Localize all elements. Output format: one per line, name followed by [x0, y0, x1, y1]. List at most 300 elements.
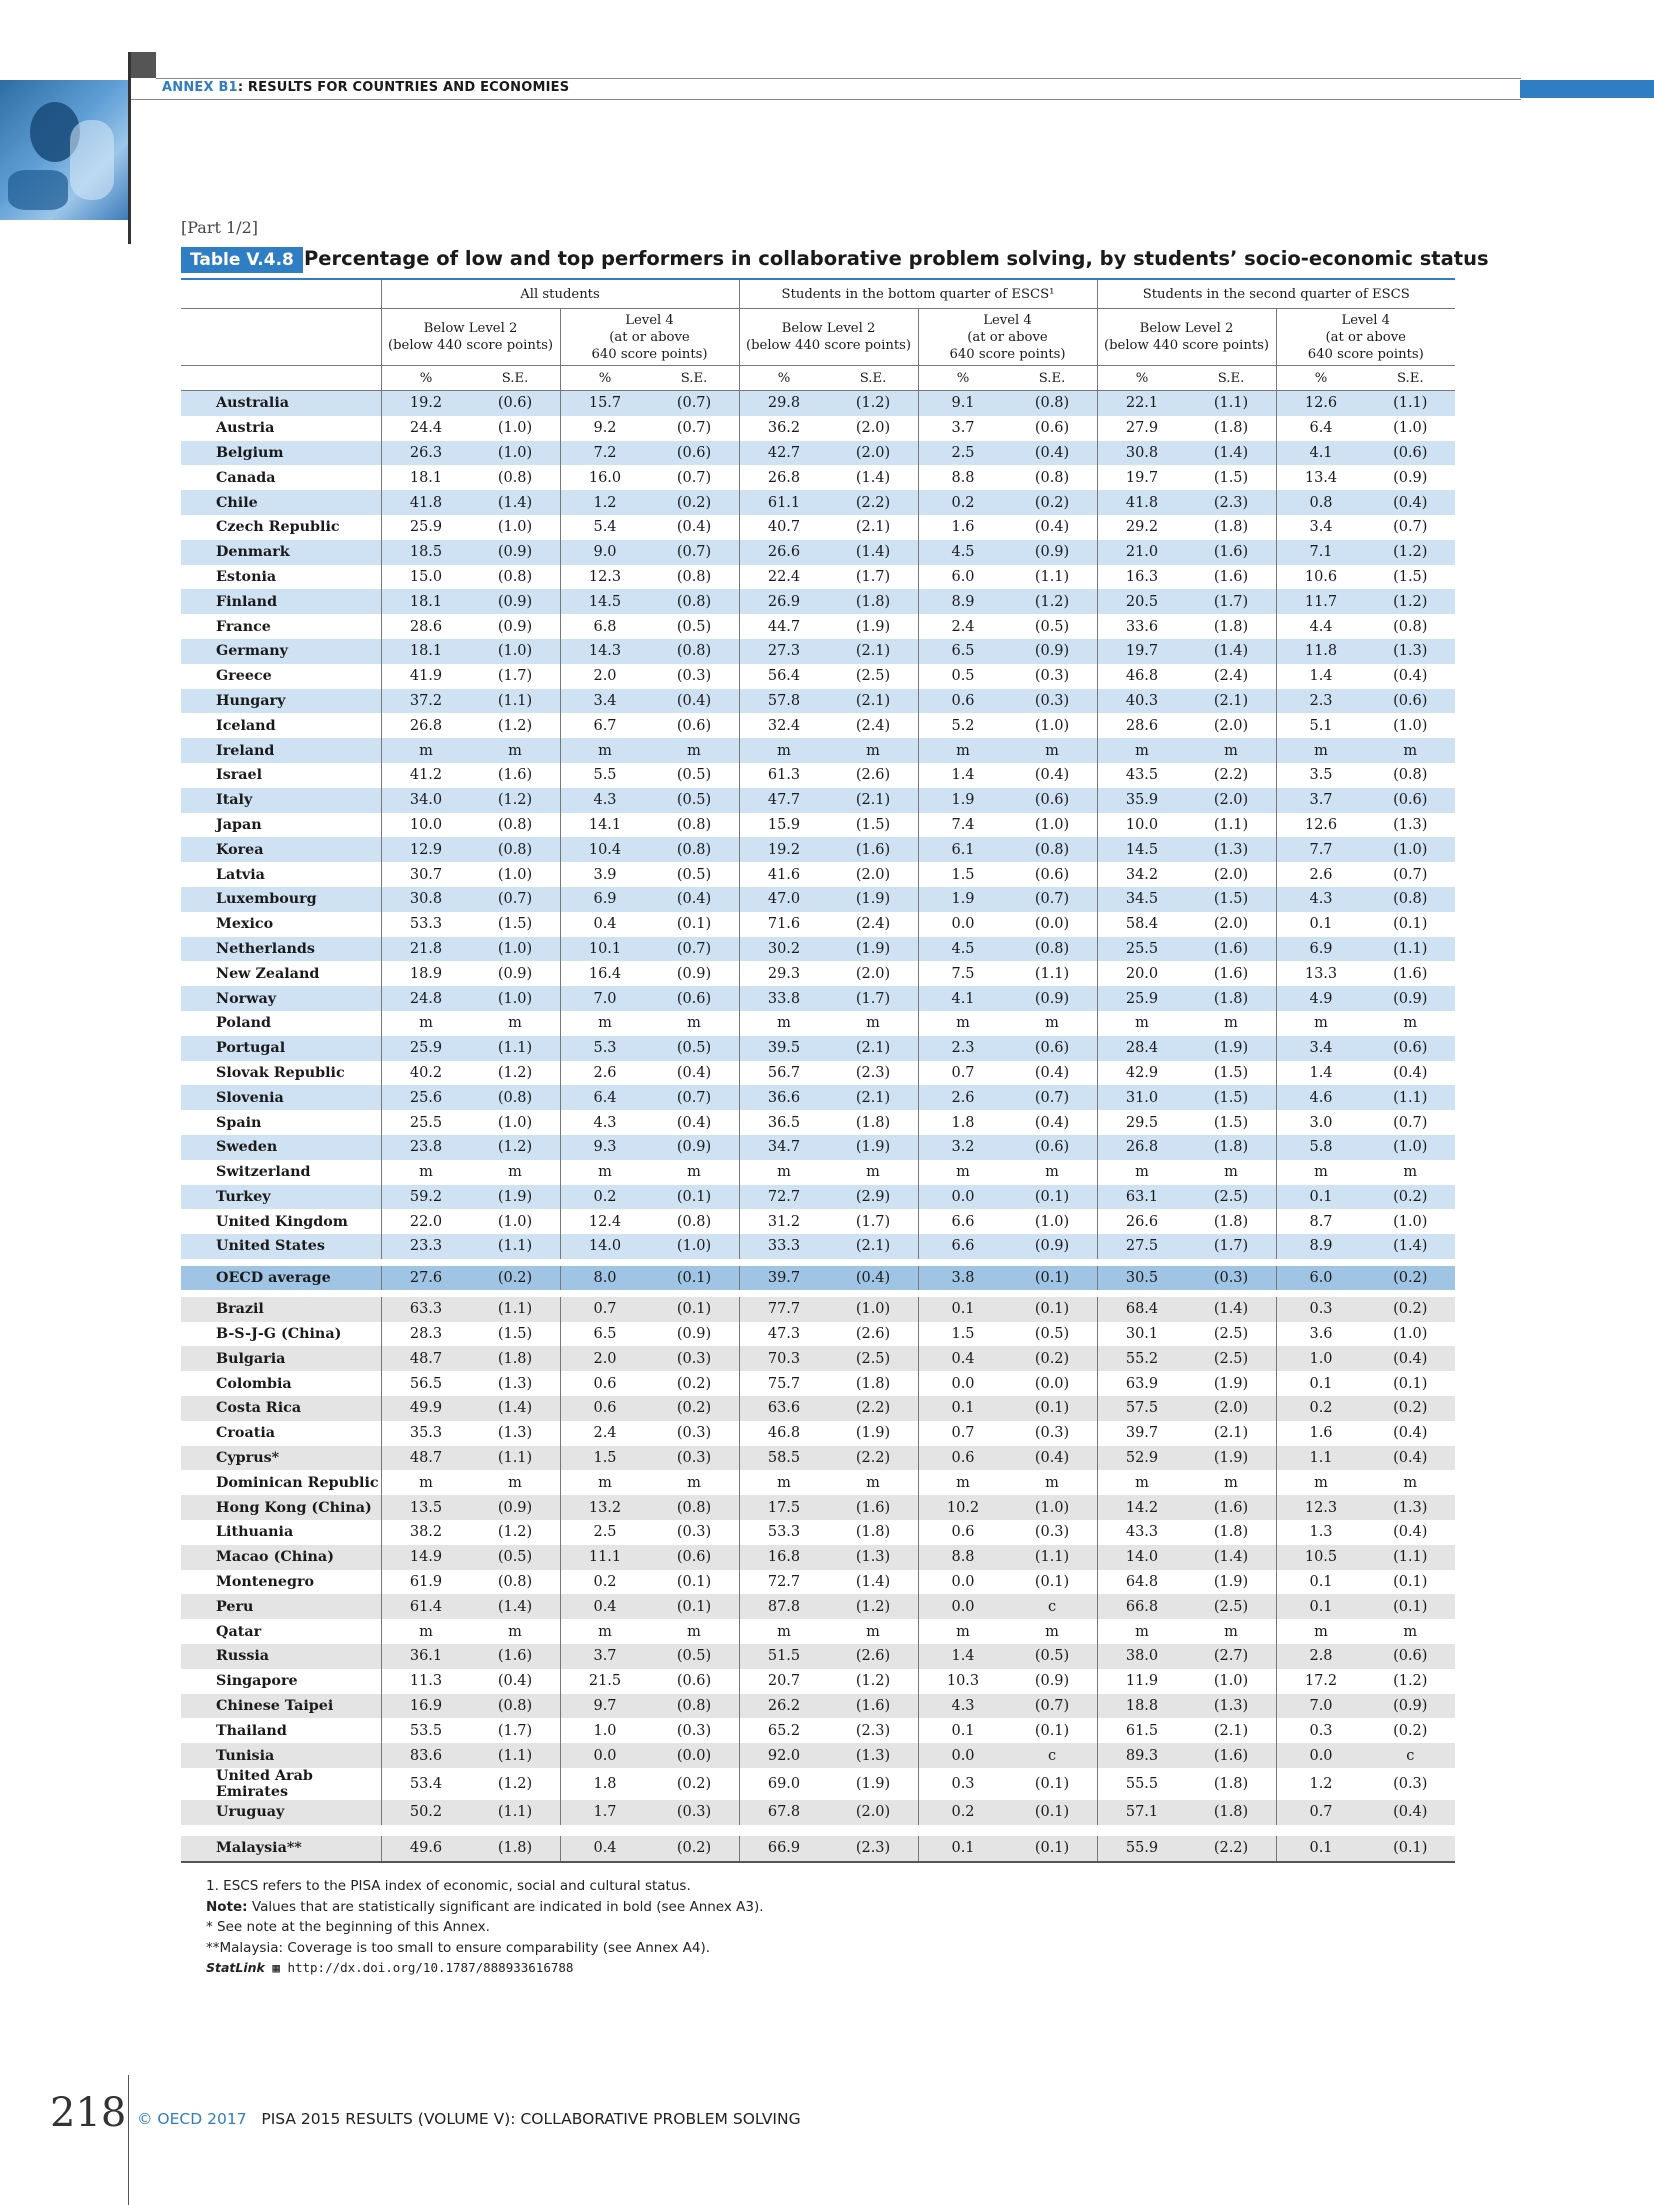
cell-value: m	[1097, 1619, 1187, 1644]
cell-value: 47.7	[739, 788, 829, 813]
cell-value: 13.3	[1276, 961, 1366, 986]
cell-value: (0.9)	[650, 1135, 740, 1160]
cell-value: (0.1)	[1008, 1396, 1098, 1421]
cell-value: (2.1)	[829, 788, 919, 813]
cell-value: (0.2)	[1366, 1262, 1456, 1293]
row-label: Portugal	[181, 1036, 381, 1061]
cell-value: (2.2)	[829, 1396, 919, 1421]
cell-value: 31.0	[1097, 1085, 1187, 1110]
cell-value: (0.4)	[1008, 763, 1098, 788]
cell-value: (0.6)	[650, 1669, 740, 1694]
cell-value: m	[918, 1011, 1008, 1036]
cell-value: 61.9	[381, 1570, 471, 1595]
cell-value: (1.8)	[1187, 614, 1277, 639]
row-label: Ireland	[181, 738, 381, 763]
row-label: Denmark	[181, 540, 381, 565]
row-label: Slovak Republic	[181, 1061, 381, 1086]
cell-value: (0.1)	[1366, 1371, 1456, 1396]
cell-value: (0.0)	[650, 1743, 740, 1768]
cell-value: (0.1)	[1008, 1185, 1098, 1210]
statlink-icon: ▦	[272, 1960, 280, 1975]
cell-value: (2.2)	[829, 1446, 919, 1471]
cell-value: 10.3	[918, 1669, 1008, 1694]
table-row	[181, 1085, 1455, 1110]
statlink[interactable]: StatLink ▦ http://dx.doi.org/10.1787/888933616788	[206, 1960, 574, 1975]
cell-value: 1.4	[918, 1644, 1008, 1669]
row-label: Costa Rica	[181, 1396, 381, 1421]
header-rule-top	[156, 78, 1521, 79]
cell-value: 10.5	[1276, 1545, 1366, 1570]
cell-value: (0.6)	[650, 441, 740, 466]
cell-value: 38.2	[381, 1520, 471, 1545]
cell-value: (1.3)	[471, 1371, 561, 1396]
cell-value: (1.0)	[829, 1293, 919, 1321]
cell-value: 40.2	[381, 1061, 471, 1086]
cell-value: 0.0	[918, 912, 1008, 937]
table-row	[181, 441, 1455, 466]
cell-value: 7.4	[918, 813, 1008, 838]
cell-value: (0.5)	[1008, 614, 1098, 639]
footer	[137, 2110, 801, 2128]
cell-value: (1.8)	[1187, 416, 1277, 441]
cell-value: (2.3)	[829, 1718, 919, 1743]
cell-value: (2.0)	[829, 862, 919, 887]
cell-value: 92.0	[739, 1743, 829, 1768]
table-row	[181, 1594, 1455, 1619]
cell-value: 14.3	[560, 639, 650, 664]
row-label: Turkey	[181, 1185, 381, 1210]
cell-value: 65.2	[739, 1718, 829, 1743]
cell-value: m	[918, 1619, 1008, 1644]
cell-value: (0.2)	[1366, 1185, 1456, 1210]
cell-value: (2.5)	[829, 1346, 919, 1371]
cell-value: (1.4)	[1187, 1293, 1277, 1321]
cell-value: 6.1	[918, 837, 1008, 862]
cell-value: 1.4	[918, 763, 1008, 788]
cell-value: 2.8	[1276, 1644, 1366, 1669]
cell-value: 1.2	[560, 490, 650, 515]
header-accent-bar	[1520, 80, 1654, 98]
cell-value: 8.7	[1276, 1209, 1366, 1234]
subheader-below-level2: Below Level 2 (below 440 score points)	[381, 309, 560, 366]
cell-value: 69.0	[739, 1768, 829, 1800]
cell-value: (1.6)	[1187, 937, 1277, 962]
cell-value: 50.2	[381, 1800, 471, 1825]
cell-value: (0.1)	[650, 1185, 740, 1210]
cell-value: (0.9)	[471, 961, 561, 986]
table-row	[181, 1520, 1455, 1545]
cell-value: (0.4)	[1008, 1446, 1098, 1471]
cell-value: 3.9	[560, 862, 650, 887]
cell-value: 6.8	[560, 614, 650, 639]
cell-value: (2.1)	[1187, 689, 1277, 714]
cell-value: 26.6	[739, 540, 829, 565]
cell-value: 30.1	[1097, 1322, 1187, 1347]
cell-value: (0.2)	[1008, 490, 1098, 515]
cell-value: 53.3	[381, 912, 471, 937]
cell-value: (2.3)	[829, 1833, 919, 1861]
cell-value: 3.6	[1276, 1322, 1366, 1347]
malaysia-section	[181, 1833, 1455, 1861]
cell-value: 13.2	[560, 1495, 650, 1520]
row-label: United States	[181, 1234, 381, 1262]
cell-value: 4.1	[1276, 441, 1366, 466]
cell-value: 1.8	[918, 1110, 1008, 1135]
table-row	[181, 1768, 1455, 1800]
cell-value: 35.3	[381, 1421, 471, 1446]
cell-value: (0.3)	[650, 1346, 740, 1371]
cell-value: (0.8)	[471, 465, 561, 490]
cell-value: 2.6	[560, 1061, 650, 1086]
cell-value: (0.1)	[650, 912, 740, 937]
cell-value: (2.0)	[829, 1800, 919, 1825]
cell-value: (2.9)	[829, 1185, 919, 1210]
cell-value: (0.8)	[650, 1209, 740, 1234]
cell-value: 2.0	[560, 1346, 650, 1371]
table-row	[181, 589, 1455, 614]
cell-value: (1.1)	[1187, 813, 1277, 838]
table-row	[181, 813, 1455, 838]
cell-value: 29.8	[739, 391, 829, 416]
cell-value: (0.9)	[1366, 465, 1456, 490]
cell-value: 42.7	[739, 441, 829, 466]
cell-value: 4.1	[918, 986, 1008, 1011]
cell-value: (1.6)	[829, 1694, 919, 1719]
cell-value: (2.5)	[1187, 1185, 1277, 1210]
cell-value: 0.6	[918, 1520, 1008, 1545]
cell-value: 46.8	[739, 1421, 829, 1446]
cell-value: 0.2	[918, 490, 1008, 515]
cell-value: 25.9	[381, 515, 471, 540]
cell-value: 0.7	[918, 1421, 1008, 1446]
cell-value: 59.2	[381, 1185, 471, 1210]
cell-value: 13.4	[1276, 465, 1366, 490]
cell-value: (0.2)	[1366, 1293, 1456, 1321]
cell-value: 1.8	[560, 1768, 650, 1800]
cell-value: 25.6	[381, 1085, 471, 1110]
cell-value: (1.0)	[471, 937, 561, 962]
cell-value: m	[739, 1470, 829, 1495]
cell-value: (2.0)	[1187, 713, 1277, 738]
cell-value: 47.0	[739, 887, 829, 912]
cell-value: (0.4)	[1008, 515, 1098, 540]
cell-value: (0.3)	[1187, 1262, 1277, 1293]
table-row	[181, 391, 1455, 416]
cell-value: (2.6)	[829, 1644, 919, 1669]
cell-value: (1.2)	[471, 1061, 561, 1086]
row-label: Australia	[181, 391, 381, 416]
cell-value: 26.2	[739, 1694, 829, 1719]
cell-value: 8.0	[560, 1262, 650, 1293]
table-row	[181, 986, 1455, 1011]
cell-value: 4.3	[560, 788, 650, 813]
cell-value: m	[829, 1470, 919, 1495]
cell-value: (2.2)	[1187, 1833, 1277, 1861]
table-row	[181, 1446, 1455, 1471]
cell-value: (0.9)	[1366, 986, 1456, 1011]
cell-value: (2.1)	[1187, 1421, 1277, 1446]
row-label: Macao (China)	[181, 1545, 381, 1570]
table-row	[181, 1495, 1455, 1520]
cell-value: (1.0)	[1008, 813, 1098, 838]
table-row	[181, 1322, 1455, 1347]
cell-value: (1.0)	[471, 862, 561, 887]
cell-value: 34.0	[381, 788, 471, 813]
cell-value: (0.7)	[650, 1085, 740, 1110]
cell-value: 1.0	[560, 1718, 650, 1743]
cell-value: (2.6)	[829, 763, 919, 788]
page-number: 218	[50, 2090, 127, 2136]
cell-value: (1.9)	[829, 614, 919, 639]
cell-value: (1.7)	[829, 1209, 919, 1234]
cell-value: m	[560, 1160, 650, 1185]
table-row	[181, 565, 1455, 590]
table-row	[181, 713, 1455, 738]
cell-value: 10.0	[381, 813, 471, 838]
table-row	[181, 1743, 1455, 1768]
cell-value: m	[381, 1011, 471, 1036]
col-pct: %	[1276, 366, 1366, 391]
footer-title: PISA 2015 RESULTS (VOLUME V): COLLABORATIVE PROBLEM SOLVING	[261, 2110, 801, 2128]
cell-value: 2.6	[1276, 862, 1366, 887]
cell-value: 5.8	[1276, 1135, 1366, 1160]
table-title: Percentage of low and top performers in collaborative problem solving, by students’ socio-economic status	[304, 247, 1489, 270]
cell-value: (2.1)	[829, 639, 919, 664]
cell-value: 24.4	[381, 416, 471, 441]
cell-value: (0.5)	[650, 614, 740, 639]
row-label: France	[181, 614, 381, 639]
cell-value: 41.2	[381, 763, 471, 788]
cell-value: (1.3)	[1366, 813, 1456, 838]
cell-value: 0.4	[560, 1833, 650, 1861]
cell-value: (0.9)	[471, 589, 561, 614]
cell-value: 18.5	[381, 540, 471, 565]
table-row	[181, 639, 1455, 664]
table-row	[181, 1371, 1455, 1396]
cell-value: (1.8)	[829, 589, 919, 614]
cell-value: 34.2	[1097, 862, 1187, 887]
cell-value: (0.3)	[650, 664, 740, 689]
cell-value: (1.9)	[829, 937, 919, 962]
table-row	[181, 1160, 1455, 1185]
cell-value: (1.5)	[471, 912, 561, 937]
cell-value: 17.5	[739, 1495, 829, 1520]
cell-value: 0.7	[918, 1061, 1008, 1086]
cell-value: (1.5)	[1187, 1085, 1277, 1110]
cell-value: (2.0)	[1187, 1396, 1277, 1421]
cell-value: m	[918, 1470, 1008, 1495]
cell-value: 22.0	[381, 1209, 471, 1234]
cell-value: 9.2	[560, 416, 650, 441]
cell-value: 6.0	[918, 565, 1008, 590]
row-label: Iceland	[181, 713, 381, 738]
cell-value: 0.6	[918, 1446, 1008, 1471]
cell-value: 55.9	[1097, 1833, 1187, 1861]
cell-value: (1.4)	[1366, 1234, 1456, 1262]
table-number-label: Table V.4.8	[181, 247, 303, 273]
cell-value: 14.5	[560, 589, 650, 614]
cell-value: (1.0)	[1008, 1495, 1098, 1520]
cell-value: (0.8)	[650, 565, 740, 590]
cell-value: m	[1187, 1470, 1277, 1495]
cell-value: m	[381, 1619, 471, 1644]
statlink-url[interactable]: http://dx.doi.org/10.1787/888933616788	[287, 1960, 574, 1975]
cell-value: (0.2)	[650, 1833, 740, 1861]
cell-value: 1.5	[560, 1446, 650, 1471]
cell-value: (0.8)	[1366, 763, 1456, 788]
cell-value: 30.8	[1097, 441, 1187, 466]
cell-value: (1.3)	[1366, 1495, 1456, 1520]
cell-value: 8.8	[918, 465, 1008, 490]
cell-value: (2.0)	[829, 416, 919, 441]
cell-value: 43.5	[1097, 763, 1187, 788]
cell-value: (1.8)	[1187, 1800, 1277, 1825]
data-table-container	[181, 278, 1455, 1863]
cell-value: m	[650, 738, 740, 763]
cell-value: (1.3)	[829, 1545, 919, 1570]
cell-value: (1.0)	[471, 441, 561, 466]
row-label: Slovenia	[181, 1085, 381, 1110]
cell-value: 0.6	[560, 1371, 650, 1396]
cell-value: 0.2	[560, 1570, 650, 1595]
cell-value: (1.7)	[471, 1718, 561, 1743]
cell-value: 4.5	[918, 540, 1008, 565]
cell-value: (2.1)	[829, 1036, 919, 1061]
cell-value: 30.5	[1097, 1262, 1187, 1293]
cell-value: 25.9	[1097, 986, 1187, 1011]
cell-value: 9.3	[560, 1135, 650, 1160]
cell-value: (1.4)	[471, 490, 561, 515]
cell-value: 9.1	[918, 391, 1008, 416]
cell-value: 44.7	[739, 614, 829, 639]
cell-value: (2.4)	[829, 713, 919, 738]
cell-value: 11.9	[1097, 1669, 1187, 1694]
cell-value: (0.2)	[471, 1262, 561, 1293]
cell-value: 4.4	[1276, 614, 1366, 639]
cell-value: 4.9	[1276, 986, 1366, 1011]
row-label: Netherlands	[181, 937, 381, 962]
cell-value: (2.0)	[1187, 912, 1277, 937]
cell-value: 0.4	[918, 1346, 1008, 1371]
cell-value: 35.9	[1097, 788, 1187, 813]
row-label: Singapore	[181, 1669, 381, 1694]
cell-value: m	[1366, 1470, 1456, 1495]
table-row	[181, 1644, 1455, 1669]
cell-value: 8.8	[918, 1545, 1008, 1570]
table-row	[181, 1470, 1455, 1495]
cell-value: 0.0	[918, 1570, 1008, 1595]
cell-value: 0.2	[918, 1800, 1008, 1825]
cell-value: 2.4	[918, 614, 1008, 639]
cell-value: 12.3	[560, 565, 650, 590]
cell-value: m	[1097, 738, 1187, 763]
cell-value: 3.0	[1276, 1110, 1366, 1135]
cell-value: (0.5)	[650, 788, 740, 813]
cell-value: (1.3)	[1187, 1694, 1277, 1719]
cell-value: 1.5	[918, 1322, 1008, 1347]
cell-value: (0.4)	[650, 689, 740, 714]
cell-value: (0.3)	[1008, 1421, 1098, 1446]
cell-value: 26.3	[381, 441, 471, 466]
cell-value: 12.9	[381, 837, 471, 862]
table-row	[181, 937, 1455, 962]
table-row	[181, 540, 1455, 565]
cell-value: (1.9)	[1187, 1036, 1277, 1061]
cell-value: (0.6)	[1366, 788, 1456, 813]
cell-value: 56.5	[381, 1371, 471, 1396]
cell-value: 0.1	[918, 1718, 1008, 1743]
cell-value: 27.3	[739, 639, 829, 664]
table-row	[181, 1545, 1455, 1570]
data-table	[181, 278, 1455, 1863]
cell-value: 10.4	[560, 837, 650, 862]
cell-value: m	[1187, 738, 1277, 763]
cell-value: (1.4)	[829, 465, 919, 490]
cell-value: 26.8	[739, 465, 829, 490]
row-label: Austria	[181, 416, 381, 441]
cell-value: (1.8)	[1187, 1209, 1277, 1234]
subheader-level4: Level 4 (at or above 640 score points)	[918, 309, 1097, 366]
cell-value: 67.8	[739, 1800, 829, 1825]
cell-value: (1.2)	[471, 1520, 561, 1545]
cell-value: (0.3)	[650, 1718, 740, 1743]
cell-value: m	[471, 1160, 561, 1185]
cell-value: 1.2	[1276, 1768, 1366, 1800]
cell-value: m	[739, 1619, 829, 1644]
cell-value: 12.4	[560, 1209, 650, 1234]
cell-value: (2.1)	[1187, 1718, 1277, 1743]
cell-value: (1.9)	[829, 1421, 919, 1446]
cell-value: (0.1)	[1008, 1293, 1098, 1321]
cell-value: (0.6)	[650, 1545, 740, 1570]
cell-value: 0.1	[918, 1396, 1008, 1421]
cell-value: m	[918, 738, 1008, 763]
table-row	[181, 1036, 1455, 1061]
cell-value: (1.8)	[829, 1371, 919, 1396]
cell-value: 2.5	[918, 441, 1008, 466]
row-label: Czech Republic	[181, 515, 381, 540]
cell-value: 56.4	[739, 664, 829, 689]
cell-value: 19.2	[381, 391, 471, 416]
cell-value: 1.3	[1276, 1520, 1366, 1545]
cell-value: m	[1008, 738, 1098, 763]
cell-value: 34.5	[1097, 887, 1187, 912]
cell-value: (0.0)	[1008, 1371, 1098, 1396]
cell-value: (1.9)	[1187, 1570, 1277, 1595]
cell-value: (1.4)	[1187, 1545, 1277, 1570]
cell-value: (0.1)	[1008, 1833, 1098, 1861]
cell-value: (0.3)	[650, 1446, 740, 1471]
cell-value: m	[1008, 1160, 1098, 1185]
cell-value: 42.9	[1097, 1061, 1187, 1086]
cell-value: (0.4)	[1366, 490, 1456, 515]
cell-value: 1.4	[1276, 1061, 1366, 1086]
cell-value: (1.4)	[829, 540, 919, 565]
cell-value: (1.1)	[471, 1743, 561, 1768]
cell-value: (0.8)	[650, 837, 740, 862]
cell-value: m	[1276, 1160, 1366, 1185]
cell-value: (2.6)	[829, 1322, 919, 1347]
cell-value: 25.9	[381, 1036, 471, 1061]
cell-value: 1.7	[560, 1800, 650, 1825]
cell-value: 49.6	[381, 1833, 471, 1861]
cell-value: (1.0)	[1366, 416, 1456, 441]
cell-value: (0.6)	[1366, 1644, 1456, 1669]
cell-value: (0.6)	[1366, 441, 1456, 466]
row-label: Peru	[181, 1594, 381, 1619]
cell-value: 9.7	[560, 1694, 650, 1719]
cell-value: (1.8)	[1187, 1768, 1277, 1800]
